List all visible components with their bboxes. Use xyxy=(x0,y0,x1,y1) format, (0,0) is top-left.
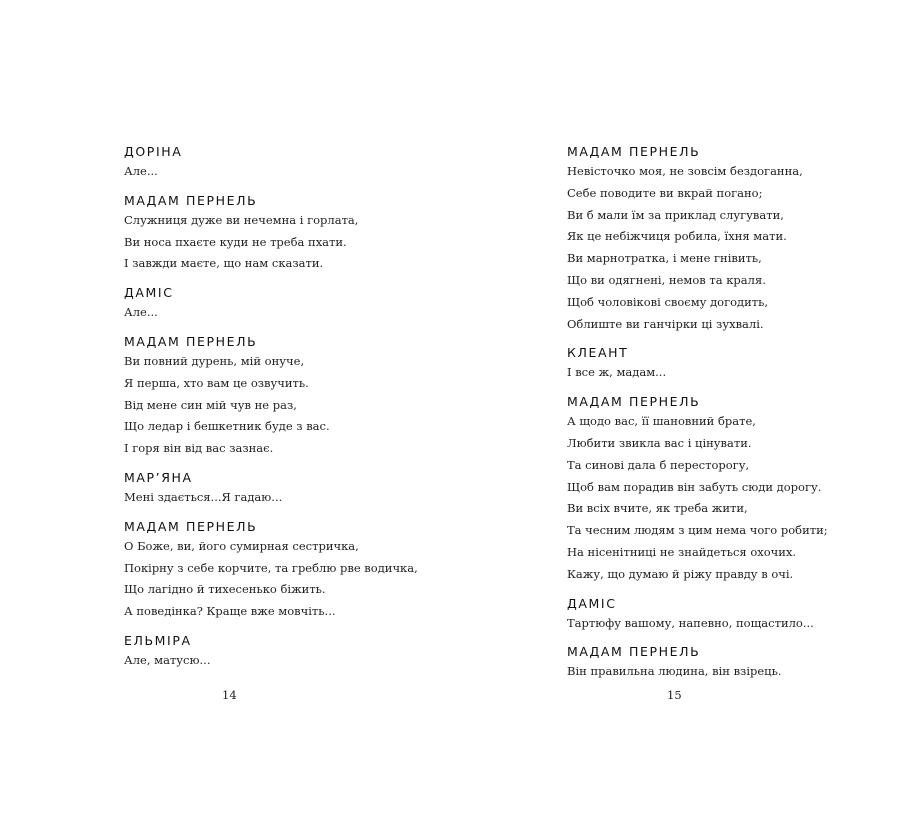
verse-line: Мені здається...Я гадаю... xyxy=(124,489,283,504)
verse-line: Щоб чоловікові своєму догодить, xyxy=(567,294,769,309)
block-gap xyxy=(567,634,877,642)
verse-line: Від мене син мій чув не раз, xyxy=(124,397,297,412)
dialogue-block xyxy=(124,631,454,672)
verse-line: Служниця дуже ви нечемна і горлата, xyxy=(124,212,359,227)
verse-line: Але... xyxy=(124,164,158,178)
speaker-name: МАДАМ ПЕРНЕЛЬ xyxy=(567,394,701,410)
verse-line: Ви всіх вчите, як треба жити, xyxy=(567,501,748,516)
verse-line: Що лагідно й тихесенько біжить. xyxy=(124,582,326,597)
dialogue-block xyxy=(567,594,877,635)
block-gap xyxy=(124,623,454,631)
speaker-name: МАДАМ ПЕРНЕЛЬ xyxy=(124,518,258,534)
right-page xyxy=(567,142,877,683)
verse-line: Та синові дала б пересторогу, xyxy=(567,457,750,472)
verse-line: Та чесним людям з цим нема чого робити; xyxy=(567,523,828,538)
verse-line: Покірну з себе корчите, та греблю рве водичка, xyxy=(124,560,418,575)
verse-line: Любити звикла вас і цінувати. xyxy=(567,435,752,450)
speaker-name: КЛЕАНТ xyxy=(567,345,629,361)
verse-line: О Боже, ви, його сумирная сестричка, xyxy=(124,538,359,553)
speaker-name: МАДАМ ПЕРНЕЛЬ xyxy=(124,192,258,208)
verse-line: Щоб вам порадив він забуть сюди дорогу. xyxy=(567,479,822,494)
verse-line: Невісточко моя, не зовсім бездоганна, xyxy=(567,164,803,178)
verse-line: І горя він від вас зазнає. xyxy=(124,441,274,456)
verse-line: Себе поводите ви вкрай погано; xyxy=(567,185,763,200)
verse-line: Облиште ви ганчірки ці зухвалі. xyxy=(567,316,764,331)
speaker-name: ДАМІС xyxy=(567,595,617,611)
verse-line: Але... xyxy=(124,305,158,320)
dialogue-block xyxy=(124,332,454,460)
speaker-name: МАДАМ ПЕРНЕЛЬ xyxy=(567,644,701,660)
block-gap xyxy=(124,183,454,191)
verse-line: Він правильна людина, він взірець. xyxy=(567,664,782,679)
speaker-name: ДАМІС xyxy=(124,285,174,301)
block-gap xyxy=(567,586,877,594)
dialogue-block xyxy=(124,191,454,275)
speaker-name: МАДАМ ПЕРНЕЛЬ xyxy=(124,333,258,349)
verse-line: А щодо вас, її шановний брате, xyxy=(567,414,756,429)
speaker-name: ЕЛЬМІРА xyxy=(124,632,192,648)
speaker-name: МАДАМ ПЕРНЕЛЬ xyxy=(567,144,701,159)
verse-line: Але, матусю... xyxy=(124,652,211,667)
block-gap xyxy=(124,509,454,517)
dialogue-block xyxy=(124,468,454,509)
dialogue-block xyxy=(124,142,454,183)
verse-line: Я перша, хто вам це озвучить. xyxy=(124,375,309,390)
verse-line: Що ледар і бешкетник буде з вас. xyxy=(124,419,330,434)
dialogue-block xyxy=(567,642,877,683)
left-page-number: 14 xyxy=(222,688,237,702)
left-page xyxy=(124,142,454,672)
dialogue-block xyxy=(567,142,877,335)
speaker-name: МАР’ЯНА xyxy=(124,469,193,485)
verse-line: Кажу, що думаю й ріжу правду в очі. xyxy=(567,566,794,581)
verse-line: Ви повний дурень, мій онуче, xyxy=(124,353,305,368)
verse-line: І все ж, мадам... xyxy=(567,365,667,380)
verse-line: На нісенітниці не знайдеться охочих. xyxy=(567,544,797,559)
dialogue-block xyxy=(567,392,877,585)
verse-line: Як це небіжчиця робила, їхня мати. xyxy=(567,229,787,244)
verse-line: Що ви одягнені, немов та краля. xyxy=(567,272,766,287)
block-gap xyxy=(567,384,877,392)
verse-line: І завжди маєте, що нам сказати. xyxy=(124,256,324,271)
speaker-name: ДОРІНА xyxy=(124,144,183,159)
dialogue-block xyxy=(567,343,877,384)
verse-line: Тартюфу вашому, напевно, пощастило... xyxy=(567,615,814,630)
verse-line: Ви марнотратка, і мене гнівить, xyxy=(567,251,762,266)
block-gap xyxy=(124,324,454,332)
block-gap xyxy=(124,460,454,468)
dialogue-block xyxy=(124,283,454,324)
dialogue-block xyxy=(124,517,454,623)
block-gap xyxy=(567,335,877,343)
verse-line: Ви б мали їм за приклад слугувати, xyxy=(567,207,784,222)
verse-line: Ви носа пхаєте куди не треба пхати. xyxy=(124,234,347,249)
right-page-number: 15 xyxy=(667,688,682,702)
block-gap xyxy=(124,275,454,283)
verse-line: А поведінка? Краще вже мовчіть... xyxy=(124,604,336,619)
